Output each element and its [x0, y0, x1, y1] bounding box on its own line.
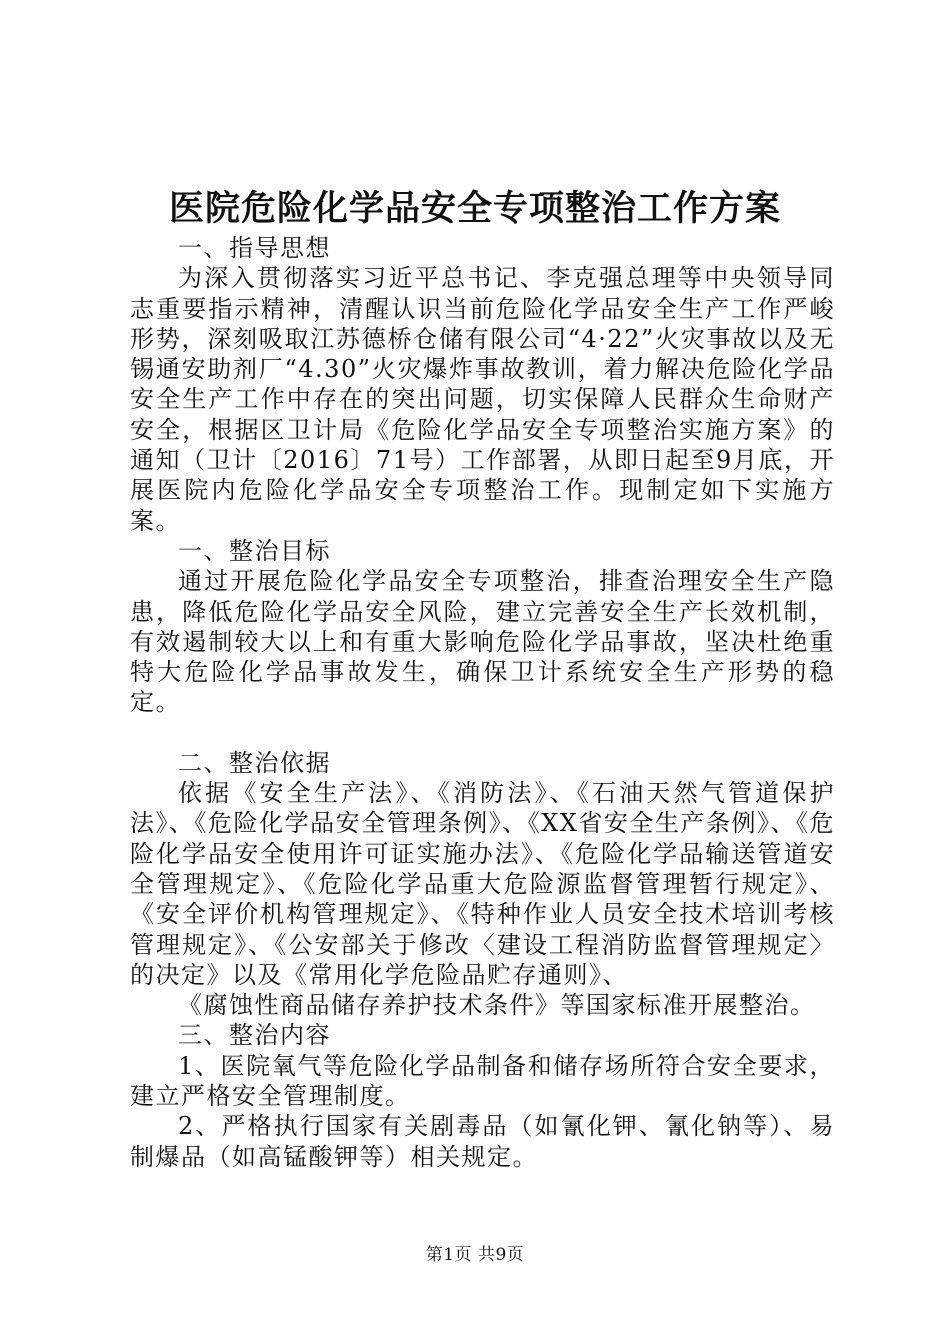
section-heading-content: 三、整治内容	[178, 1021, 331, 1050]
paragraph-spacer	[130, 718, 835, 748]
section-heading-goals: 一、整治目标	[178, 536, 331, 565]
list-item-content-1: 1、医院氧气等危险化学品制备和储存场所符合安全要求，建立严格安全管理制度。	[130, 1051, 835, 1111]
document-body	[130, 233, 835, 1172]
section-heading-basis: 二、整治依据	[178, 748, 331, 777]
paragraph-goals: 通过开展危险化学品安全专项整治，排查治理安全生产隐患，降低危险化学品安全风险，建立完善安全生产长效机制，有效遏制较大以上和有重大影响危险化学品事故，坚决杜绝重特大危险化学品事故发生，确保卫计系统安全生产形势的稳定。	[130, 567, 835, 717]
paragraph-basis-continued: 《腐蚀性商品储存养护技术条件》等国家标准开展整治。	[178, 991, 816, 1020]
paragraph-guiding-ideology: 为深入贯彻落实习近平总书记、李克强总理等中央领导同志重要指示精神，清醒认识当前危险化学品安全生产工作严峻形势，深刻吸取江苏德桥仓储有限公司“4·22”火灾事故以及无锡通安助剂厂“4.30”火灾爆炸事故教训，着力解决危险化学品安全生产工作中存在的突出问题，切实保障人民群众生命财产安全，根据区卫计局《危险化学品安全专项整治实施方案》的通知（卫计〔2016〕71号）工作部署，从即日起至9月底，开展医院内危险化学品安全专项整治工作。现制定如下实施方案。	[130, 264, 835, 535]
section-heading-guiding-ideology: 一、指导思想	[178, 234, 331, 262]
document-title: 医院危险化学品安全专项整治工作方案	[168, 188, 781, 229]
page-number: 第1页 共9页	[425, 1245, 525, 1265]
list-item-content-2: 2、严格执行国家有关剧毒品（如氰化钾、氰化钠等）、易制爆品（如高锰酸钾等）相关规定。	[130, 1112, 835, 1171]
paragraph-basis: 依据《安全生产法》、《消防法》、《石油天然气管道保护法》、《危险化学品安全管理条例》、《XX省安全生产条例》、《危险化学品安全使用许可证实施办法》、《危险化学品输送管道安全管理规定》、《危险化学品重大危险源监督管理暂行规定》、《安全评价机构管理规定》、《特种作业人员安全技术培训考核管理规定》、《公安部关于修改〈建设工程消防监督管理规定〉的决定》以及《常用化学危险品贮存通则》、	[130, 779, 835, 989]
